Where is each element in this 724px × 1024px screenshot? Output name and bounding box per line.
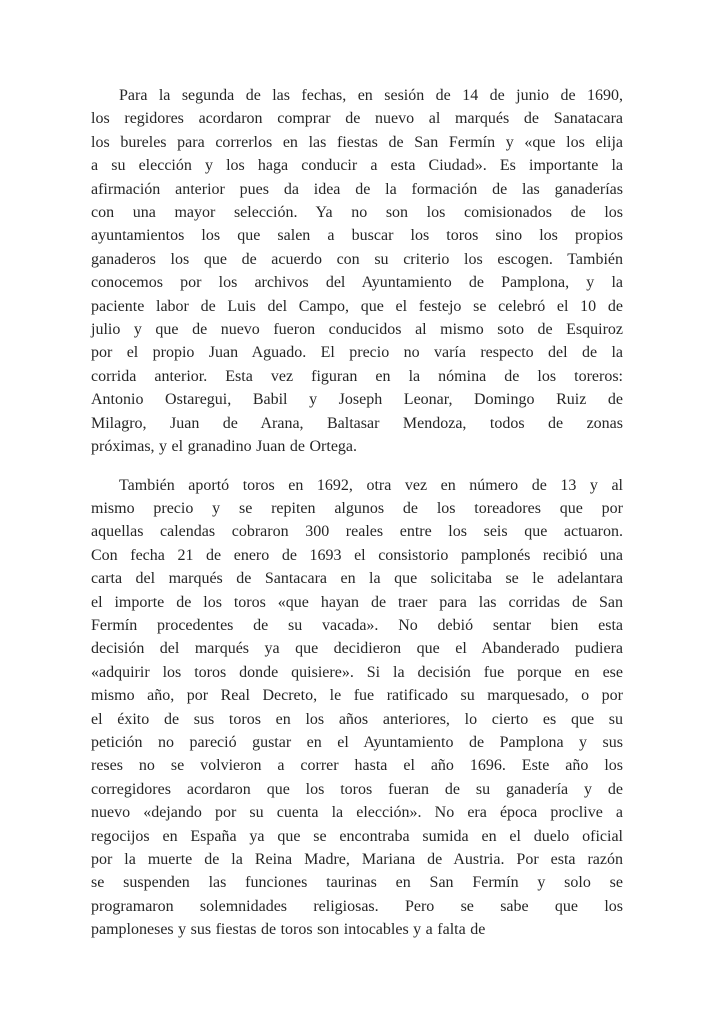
- text-line: Con fecha 21 de enero de 1693 el consistorio pamplonés recibió una: [91, 546, 623, 564]
- text-line: afirmación anterior pues da idea de la formación de las ganaderías: [91, 180, 623, 198]
- text-line: aquellas calendas cobraron 300 reales entre los seis que actuaron.: [91, 523, 623, 541]
- text-line: los regidores acordaron comprar de nuevo al marqués de Sanatacara: [91, 110, 623, 128]
- text-line: julio y que de nuevo fueron conducidos al mismo soto de Esquiroz: [91, 321, 623, 339]
- text-block: [91, 84, 623, 942]
- text-line: reses no se volvieron a correr hasta el año 1696. Este año los: [91, 757, 623, 775]
- text-line: por el propio Juan Aguado. El precio no varía respecto del de la: [91, 344, 623, 362]
- text-line: Fermín procedentes de su vacada». No debió sentar bien esta: [91, 616, 623, 634]
- text-line: decisión del marqués ya que decidieron que el Abanderado pudiera: [91, 640, 623, 658]
- paragraph: [91, 84, 623, 459]
- text-line: corregidores acordaron que los toros fueran de su ganadería y de: [91, 780, 623, 798]
- text-line: programaron solemnidades religiosas. Pero se sabe que los: [91, 897, 623, 915]
- text-line: «adquirir los toros donde quisiere». Si la decisión fue porque en ese: [91, 663, 623, 681]
- text-line: a su elección y los haga conducir a esta Ciudad». Es importante la: [91, 157, 623, 175]
- text-line: Antonio Ostaregui, Babil y Joseph Leonar, Domingo Ruiz de: [91, 391, 623, 409]
- text-line: Para la segunda de las fechas, en sesión de 14 de junio de 1690,: [119, 87, 623, 104]
- text-line: por la muerte de la Reina Madre, Mariana de Austria. Por esta razón: [91, 851, 623, 868]
- text-line: ganaderos los que de acuerdo con su criterio los escogen. También: [91, 250, 623, 268]
- paragraph: [91, 474, 623, 942]
- text-line: paciente labor de Luis del Campo, que el festejo se celebró el 10 de: [91, 297, 623, 315]
- text-line: el éxito de sus toros en los años anteriores, lo cierto es que su: [91, 710, 623, 728]
- text-line: Milagro, Juan de Arana, Baltasar Mendoza, todos de zonas: [91, 414, 623, 432]
- text-line: corrida anterior. Esta vez figuran en la nómina de los toreros:: [91, 367, 623, 385]
- text-line: petición no pareció gustar en el Ayuntamiento de Pamplona y sus: [91, 733, 623, 751]
- text-line: conocemos por los archivos del Ayuntamiento de Pamplona, y la: [91, 274, 623, 292]
- text-line: nuevo «dejando por su cuenta la elección». No era época proclive a: [91, 804, 623, 822]
- text-line: carta del marqués de Santacara en la que solicitaba se le adelantara: [91, 570, 623, 588]
- text-line: el importe de los toros «que hayan de traer para las corridas de San: [91, 593, 623, 611]
- text-line: mismo año, por Real Decreto, le fue ratificado su marquesado, o por: [91, 687, 623, 705]
- text-line: con una mayor selección. Ya no son los comisionados de los: [91, 204, 623, 222]
- text-line: También aportó toros en 1692, otra vez en número de 13 y al: [119, 476, 623, 494]
- text-line: los bureles para correrlos en las fiestas de San Fermín y «que los elija: [91, 133, 623, 151]
- text-line: se suspenden las funciones taurinas en San Fermín y solo se: [91, 874, 623, 892]
- text-line: próximas, y el granadino Juan de Ortega.: [91, 438, 358, 456]
- text-line: pamploneses y sus fiestas de toros son intocables y a falta de: [91, 921, 486, 939]
- text-line: mismo precio y se repiten algunos de los toreadores que por: [91, 499, 623, 517]
- text-line: regocijos en España ya que se encontraba sumida en el duelo oficial: [91, 827, 623, 845]
- text-line: ayuntamientos los que salen a buscar los toros sino los propios: [91, 227, 623, 245]
